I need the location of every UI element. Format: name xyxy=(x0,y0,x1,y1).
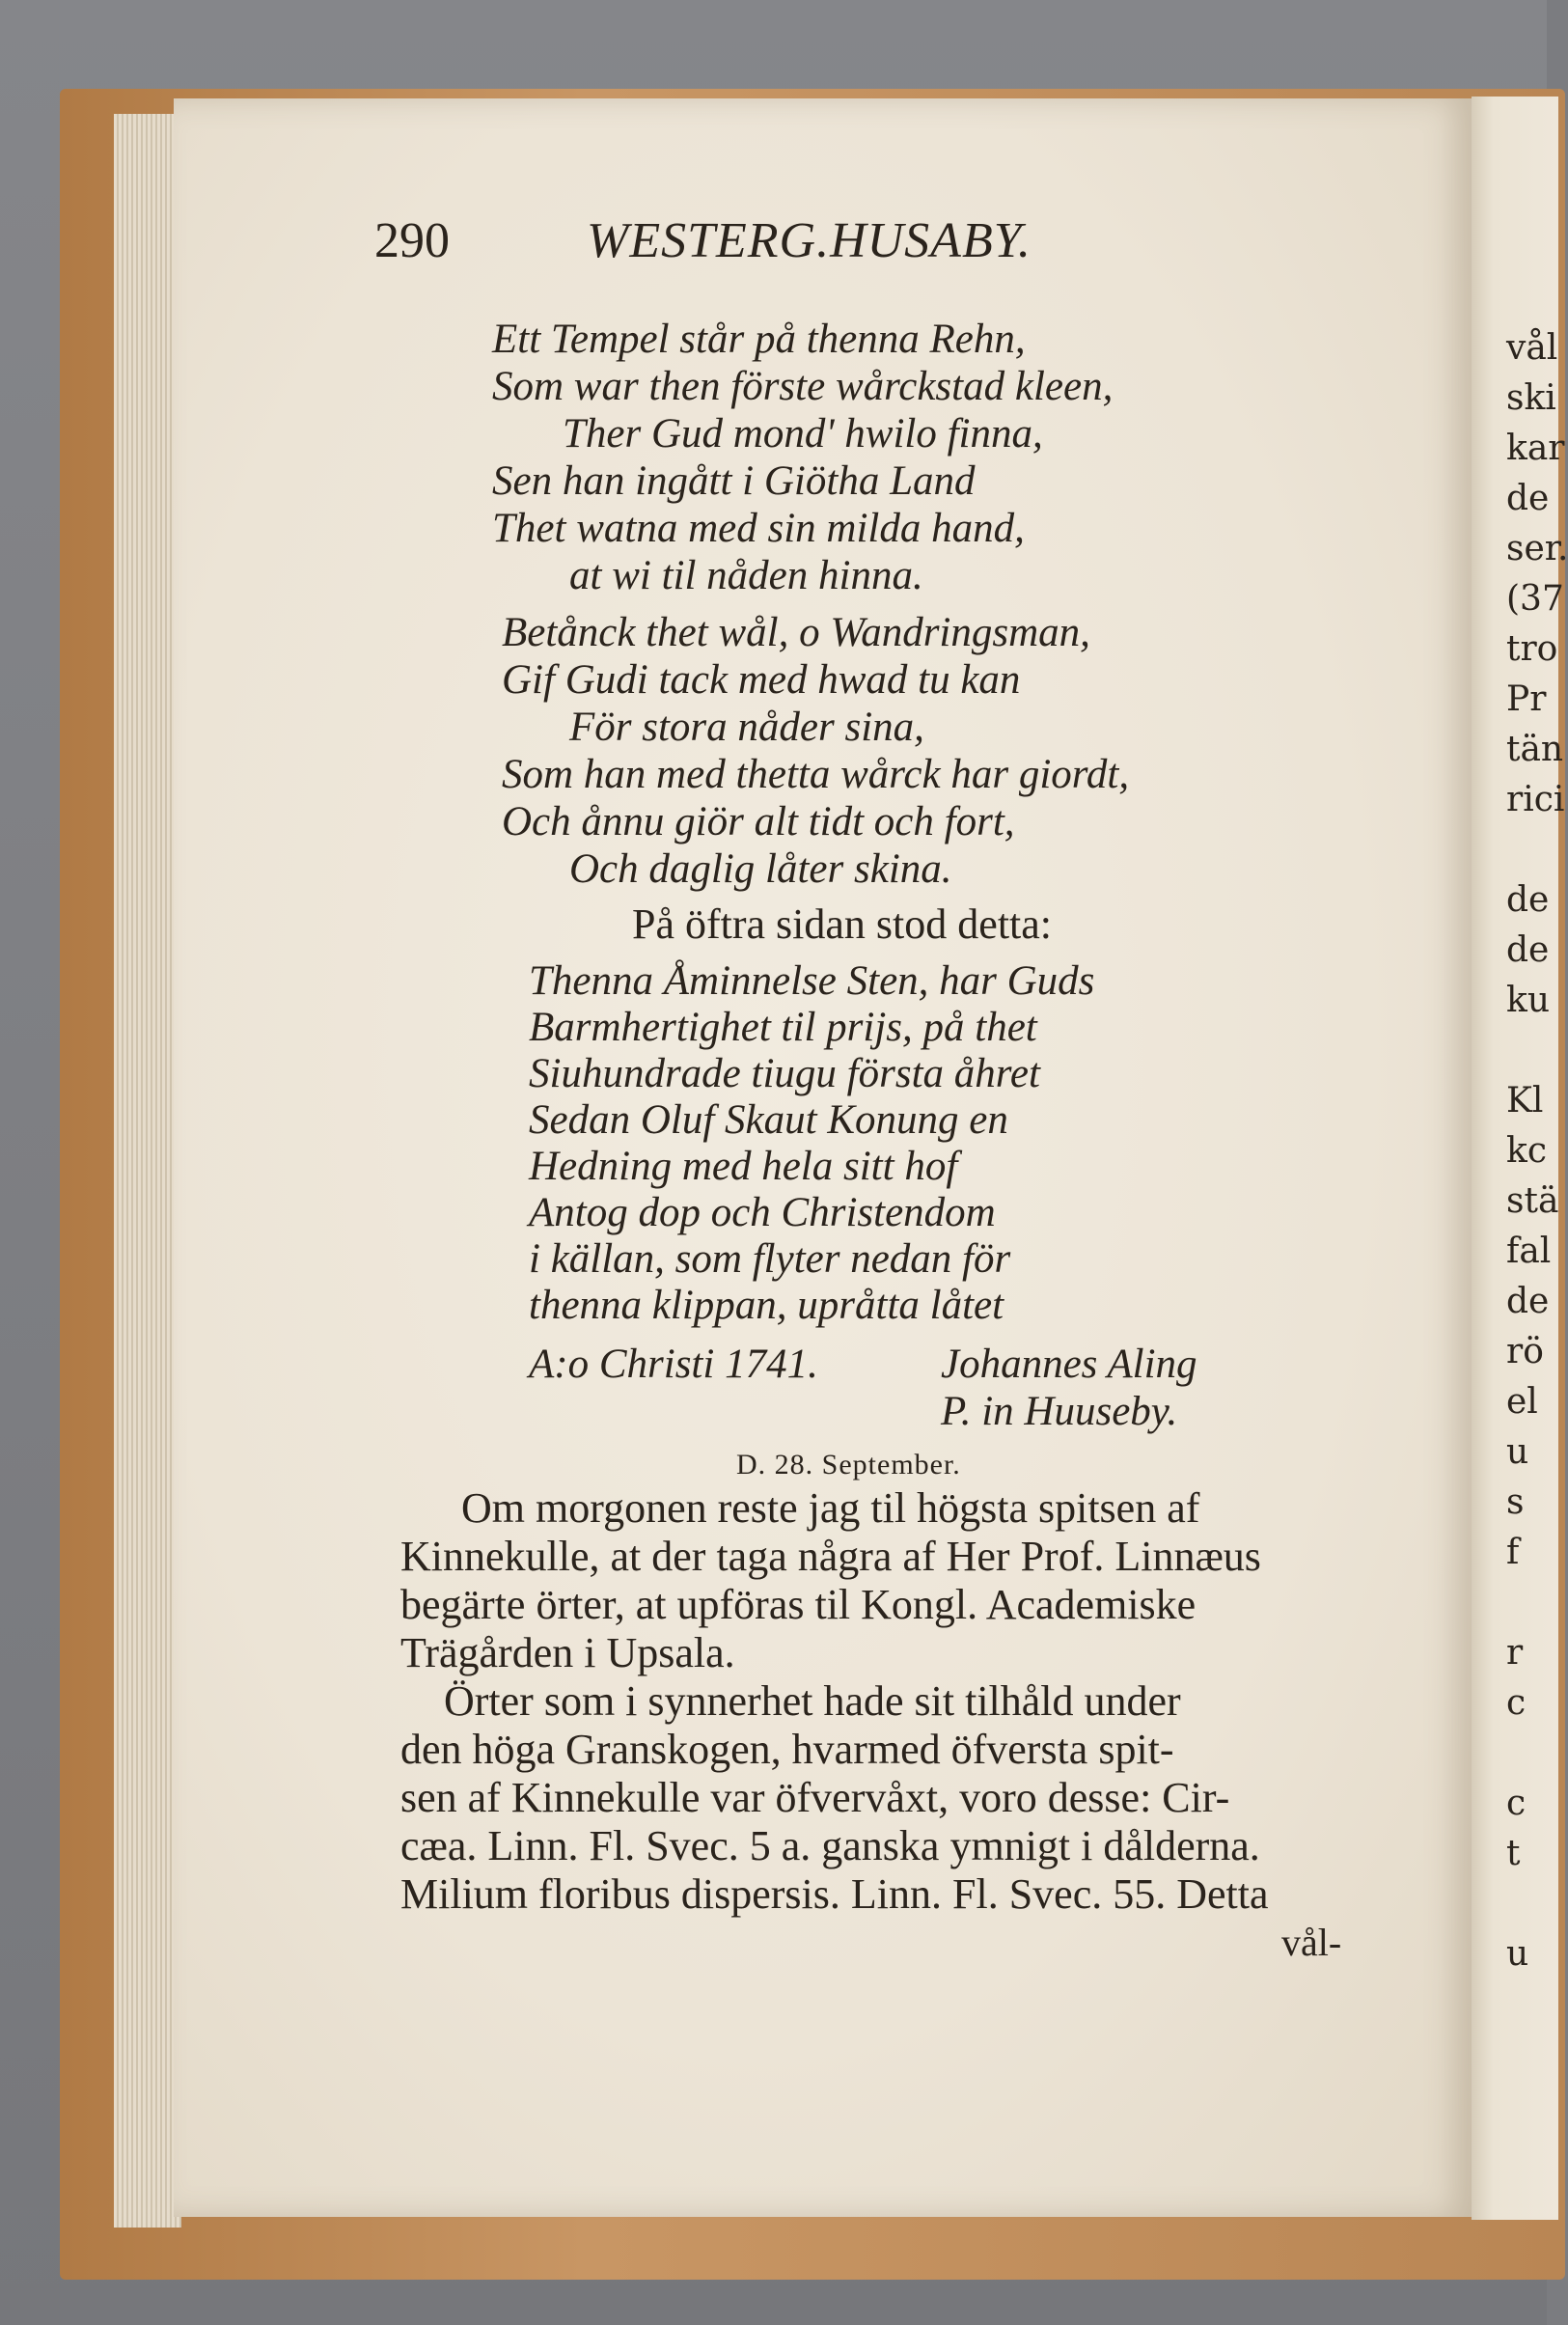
prose-line: begärte örter, at upföras til Kongl. Academiske xyxy=(400,1581,1197,1628)
running-head: WESTERG.HUSABY. xyxy=(587,213,1032,268)
page-number: 290 xyxy=(374,213,450,268)
facing-fragment: rici xyxy=(1506,780,1565,819)
facing-fragment: de xyxy=(1506,479,1550,518)
facing-fragment: c xyxy=(1506,1683,1527,1723)
poem-line: Som han med thetta wårck har giordt, xyxy=(502,752,1130,797)
inscription-line: i källan, som flyter nedan för xyxy=(529,1236,1011,1282)
poem-line: För stora nåder sina, xyxy=(569,705,924,750)
catchword: vål- xyxy=(1281,1921,1342,1964)
facing-fragment: de xyxy=(1506,880,1550,920)
inscription-line: Siuhundrade tiugu första åhret xyxy=(529,1051,1040,1096)
facing-fragment: c xyxy=(1506,1784,1527,1823)
facing-fragment: tän xyxy=(1506,730,1564,769)
poem-line: Som war then förste wårckstad kleen, xyxy=(492,364,1114,409)
facing-fragment: f xyxy=(1506,1533,1520,1572)
poem-line: Och ånnu giör alt tidt och fort, xyxy=(502,799,1015,844)
poem-line: Ther Gud mond' hwilo finna, xyxy=(563,411,1043,457)
poem-line: Thet watna med sin milda hand, xyxy=(492,506,1025,551)
facing-fragment: kar xyxy=(1506,429,1565,468)
poem-line: Ett Tempel står på thenna Rehn, xyxy=(492,317,1026,362)
poem-line: Sen han ingått i Giötha Land xyxy=(492,458,976,504)
facing-fragment: ku xyxy=(1506,981,1550,1020)
prose-line: Milium floribus dispersis. Linn. Fl. Svec. 55. Detta xyxy=(400,1870,1269,1918)
facing-fragment: ski xyxy=(1506,378,1556,418)
prose-line: sen af Kinnekulle var öfvervåxt, voro desse: Cir- xyxy=(400,1774,1230,1821)
prose-line: cæa. Linn. Fl. Svec. 5 a. ganska ymnigt i dålderna. xyxy=(400,1822,1260,1869)
inscription-line: Barmhertighet til prijs, på thet xyxy=(529,1005,1037,1050)
signature-date: A:o Christi 1741. xyxy=(529,1342,818,1387)
poem-line: Gif Gudi tack med hwad tu kan xyxy=(502,657,1021,703)
signature-place: P. in Huuseby. xyxy=(941,1389,1178,1434)
date-heading: D. 28. September. xyxy=(736,1449,961,1481)
facing-fragment: Pr xyxy=(1506,679,1547,719)
inscription-line: Thenna Åminnelse Sten, har Guds xyxy=(529,958,1095,1004)
facing-fragment: stä xyxy=(1506,1181,1559,1221)
facing-fragment: s xyxy=(1506,1482,1525,1522)
facing-fragment: de xyxy=(1506,1282,1550,1321)
facing-fragment: el xyxy=(1506,1382,1538,1422)
facing-fragment: de xyxy=(1506,930,1550,970)
prose-line: Örter som i synnerhet hade sit tilhåld under xyxy=(444,1677,1181,1725)
facing-fragment: rö xyxy=(1506,1332,1544,1371)
page-edges xyxy=(114,114,181,2228)
signature-name: Johannes Aling xyxy=(941,1342,1197,1387)
poem-line: Och daglig låter skina. xyxy=(569,846,952,892)
facing-fragment: Kl xyxy=(1506,1081,1544,1121)
facing-fragment: ser. xyxy=(1506,529,1568,568)
facing-fragment: t xyxy=(1506,1834,1521,1873)
facing-fragment: r xyxy=(1506,1633,1524,1673)
prose-line: den höga Granskogen, hvarmed öfversta spit- xyxy=(400,1726,1174,1773)
inscription-line: thenna klippan, upråtta låtet xyxy=(529,1283,1004,1328)
facing-page xyxy=(1472,97,1568,2220)
facing-fragment: u xyxy=(1506,1934,1529,1974)
facing-fragment: fal xyxy=(1506,1232,1552,1271)
poem-line: at wi til nåden hinna. xyxy=(569,553,923,598)
prose-line: Kinnekulle, at der taga några af Her Prof. Linnæus xyxy=(400,1533,1261,1580)
facing-fragment: tro xyxy=(1506,629,1558,669)
prose-line: Om morgonen reste jag til högsta spitsen af xyxy=(461,1484,1200,1532)
inscription-line: Antog dop och Christendom xyxy=(529,1190,996,1235)
facing-fragment: (37 xyxy=(1506,579,1564,619)
facing-fragment: kc xyxy=(1506,1131,1547,1171)
prose-line: Trägården i Upsala. xyxy=(400,1629,735,1676)
facing-fragment: u xyxy=(1506,1432,1529,1472)
facing-fragment: vål xyxy=(1506,328,1558,368)
east-side-heading: På öftra sidan stod detta: xyxy=(632,900,1053,948)
inscription-line: Hedning med hela sitt hof xyxy=(529,1144,958,1189)
poem-line: Betånck thet wål, o Wandringsman, xyxy=(502,610,1090,655)
inscription-line: Sedan Oluf Skaut Konung en xyxy=(529,1097,1008,1143)
